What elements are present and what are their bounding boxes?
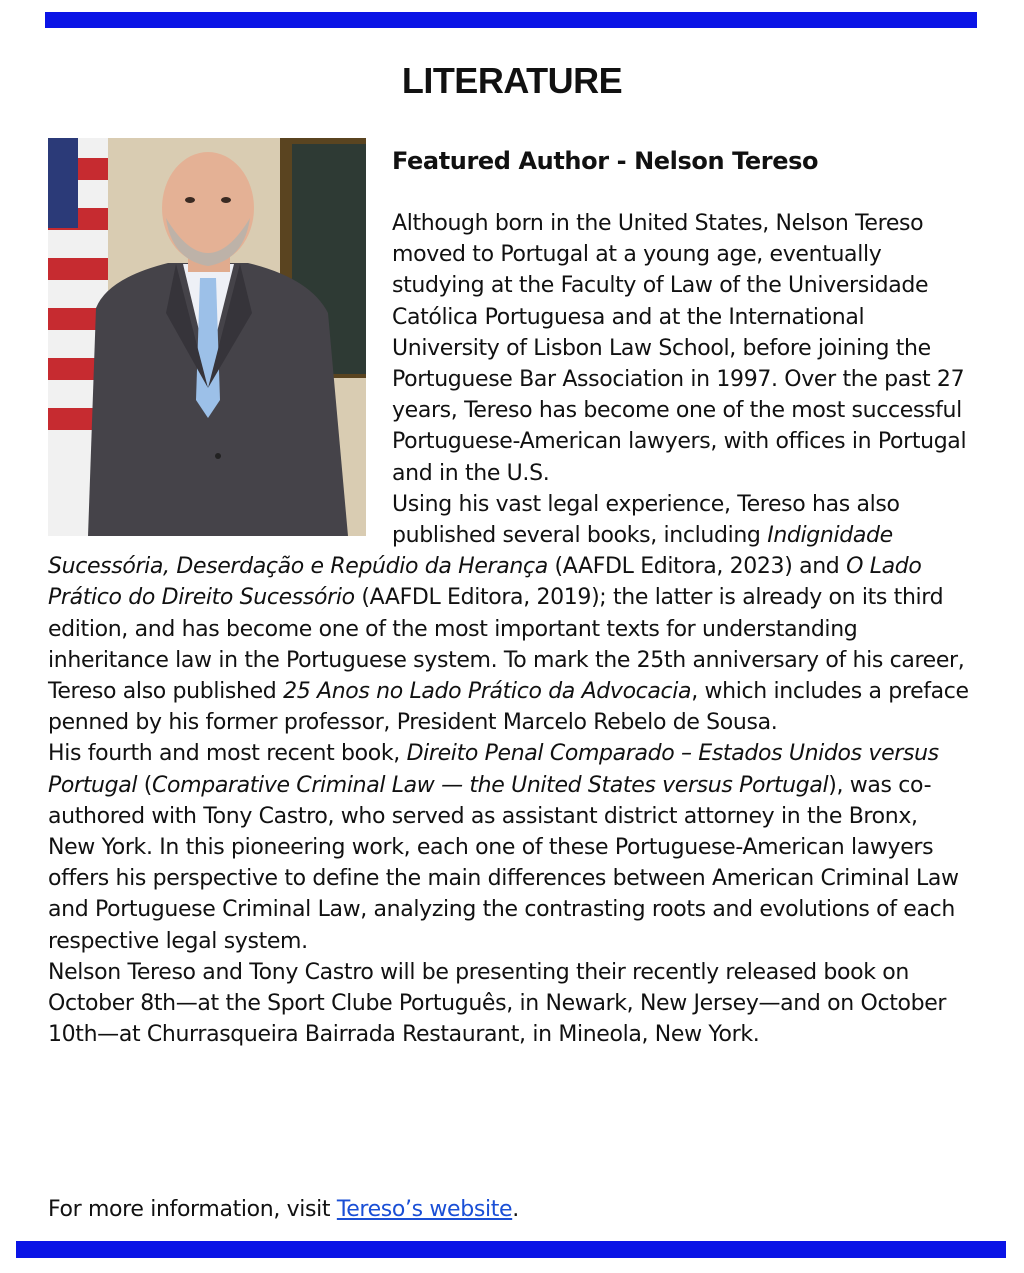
top-divider-bar — [45, 12, 977, 28]
author-photo-icon — [48, 138, 366, 536]
section-title: LITERATURE — [401, 60, 623, 101]
book-title: 25 Anos no Lado Prático da Advocacia — [283, 679, 692, 705]
article-paragraph-latest-book: His fourth and most recent book, Direito Penal Comparado – Estados Unidos versus Portugal (Comparative Criminal Law — the United States versus Portugal), was co-authored with Tony Castro, who served as assistant district attorney in the Bronx, New York. In this pioneering work, each one of these Portuguese-American lawyers offers his perspective to define the main differences between American Criminal Law and Portuguese Criminal Law, analyzing the contrasting roots and evolutions of each respective legal system. — [48, 741, 959, 954]
article-paragraph-bio: Although born in the United States, Nelson Tereso moved to Portugal at a young age, eventually studying at the Faculty of Law of the Universidade Católica Portuguesa and at the International University of Lisbon Law School, before joining the Portuguese Bar Association in 1997. Over the past 27 years, Tereso has become one of the most successful Portuguese-American lawyers, with offices in Portugal and in the U.S. — [392, 211, 967, 486]
tereso-website-link[interactable]: Tereso’s website — [336, 1197, 513, 1222]
book-title: O Lado Prático do Direito Sucessório — [48, 554, 922, 611]
featured-author-article — [48, 138, 970, 1050]
author-heading: Featured Author - Nelson Tereso — [392, 147, 819, 175]
book-title: Direito Penal Comparado – Estados Unidos versus Portugal — [48, 741, 939, 798]
article-paragraph-books: Using his vast legal experience, Tereso has also published several books, including Indignidade Sucessória, Deserdação e Repúdio da Herança (AAFDL Editora, 2023) and O Lado Prático do Direito Sucessório (AAFDL Editora, 2019); the latter is already on its third edition, and has become one of the most important texts for understanding inheritance law in the Portuguese system. To mark the 25th anniversary of his career, Tereso also published 25 Anos no Lado Prático da Advocacia, which includes a preface penned by his former professor, President Marcelo Rebelo de Sousa. — [48, 491, 969, 736]
book-title-translation: Comparative Criminal Law — the United States versus Portugal — [152, 772, 829, 798]
author-photo — [48, 138, 366, 536]
article-paragraph-events: Nelson Tereso and Tony Castro will be presenting their recently released book on October 8th—at the Sport Clube Português, in Newark, New Jersey—and on October 10th—at Churrasqueira Bairrada Restaurant, in Mineola, New York. — [48, 959, 947, 1048]
book-title: Indignidade Sucessória, Deserdação e Repúdio da Herança — [48, 523, 893, 580]
more-info-line: For more information, visit Tereso’s website. — [48, 1197, 519, 1222]
bottom-divider-bar — [16, 1241, 1006, 1258]
